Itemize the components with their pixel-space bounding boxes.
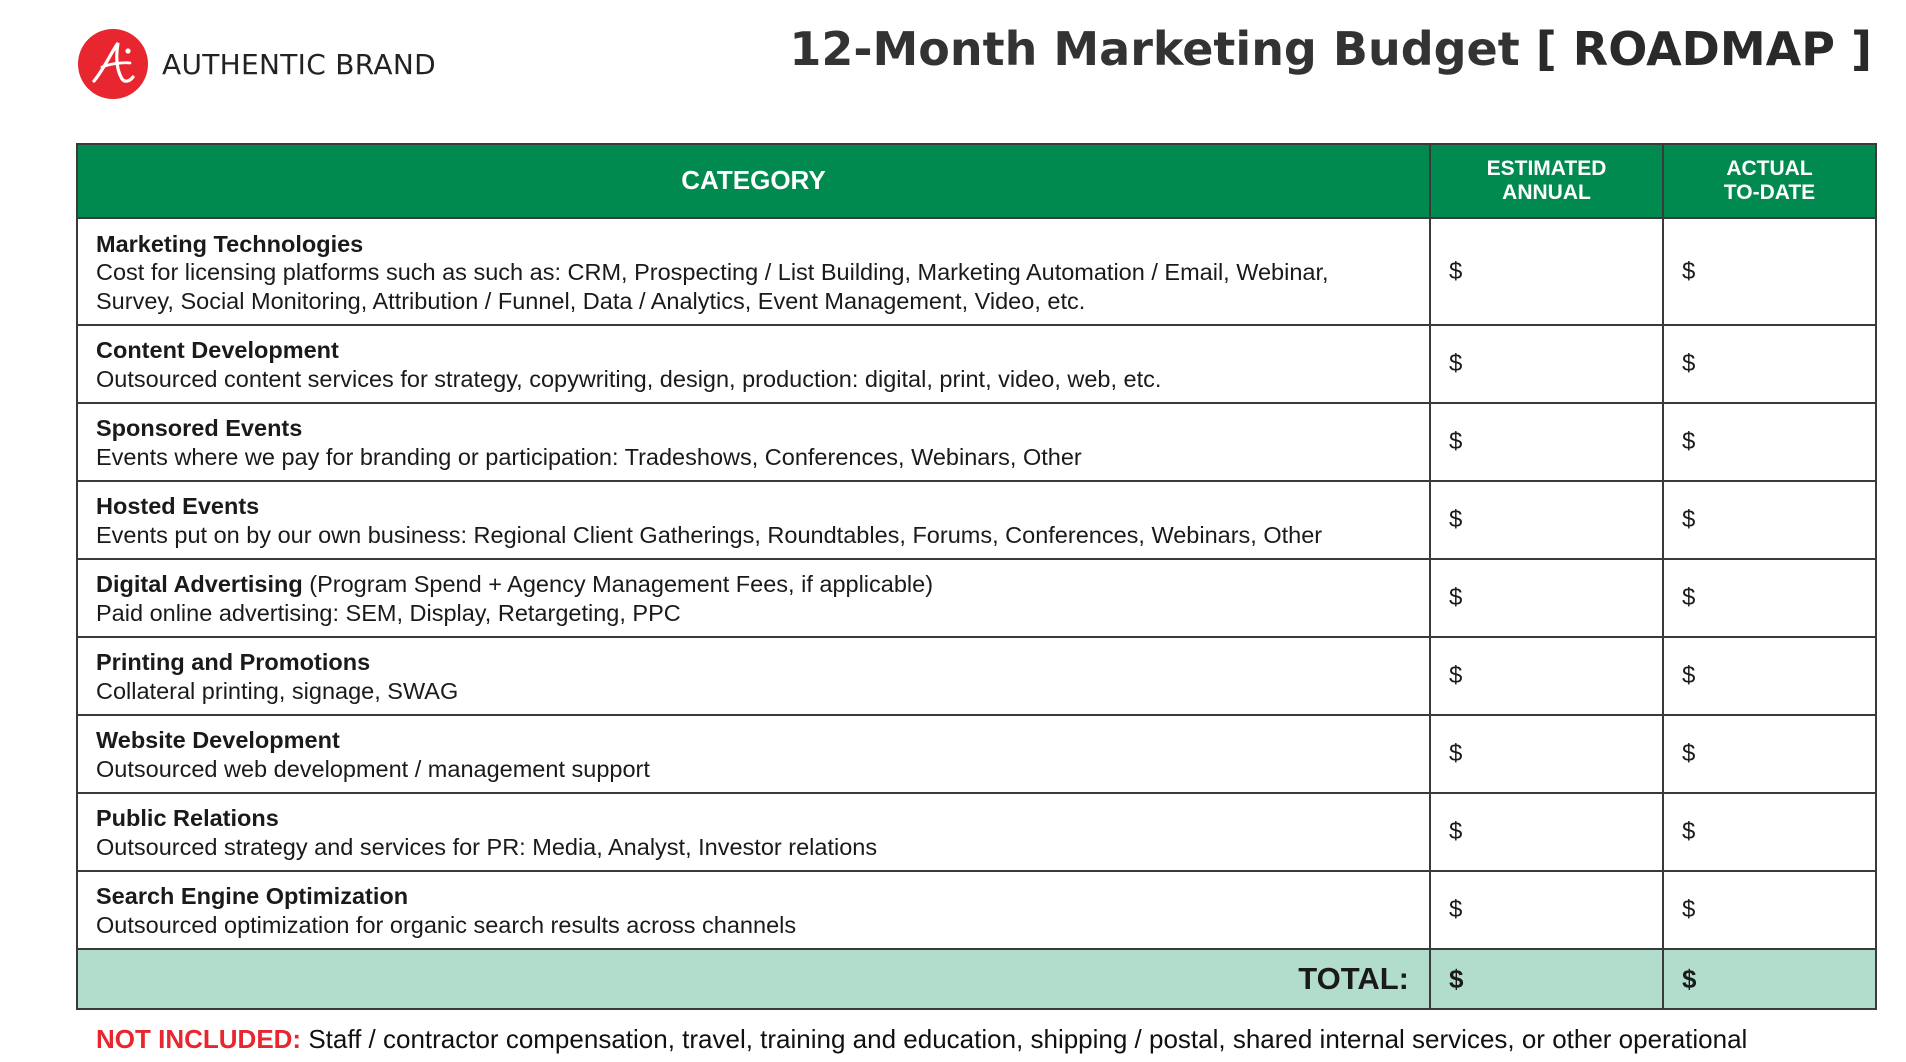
budget-table — [76, 143, 1877, 1010]
page-title-main: 12-Month Marketing Budget — [789, 22, 1536, 76]
header-estimated-line1: ESTIMATED — [1486, 156, 1607, 180]
total-actual-cell[interactable]: $ — [1663, 949, 1876, 1009]
category-title: Hosted Events — [96, 493, 260, 520]
budget-row-public-relations — [77, 793, 1876, 871]
category-cell — [77, 637, 1430, 715]
not-included-note — [96, 1024, 1747, 1055]
header-estimated-line2: ANNUAL — [1502, 181, 1591, 204]
budget-row-hosted-events — [77, 481, 1876, 559]
category-cell — [77, 715, 1430, 793]
not-included-text: Staff / contractor compensation, travel, training and education, shipping / postal, shared internal services, or other operational — [301, 1024, 1748, 1054]
estimated-annual-cell[interactable]: $ — [1430, 871, 1663, 949]
category-title: Website Development — [96, 727, 340, 754]
category-title: Search Engine Optimization — [96, 883, 409, 910]
brand-name: AUTHENTIC BRAND — [162, 47, 436, 81]
category-title-note: (Program Spend + Agency Management Fees, if applicable) — [302, 571, 934, 598]
category-description: Outsourced content services for strategy, copywriting, design, production: digital, print, video, web, etc. — [96, 366, 1162, 392]
category-cell — [77, 481, 1430, 559]
estimated-annual-cell[interactable]: $ — [1430, 559, 1663, 637]
category-cell — [77, 559, 1430, 637]
table-header-row — [77, 144, 1876, 218]
category-cell — [77, 871, 1430, 949]
actual-to-date-cell[interactable]: $ — [1663, 715, 1876, 793]
category-description: Outsourced optimization for organic search results across channels — [96, 912, 797, 938]
category-description: Paid online advertising: SEM, Display, Retargeting, PPC — [96, 600, 681, 626]
estimated-annual-cell[interactable]: $ — [1430, 481, 1663, 559]
category-cell — [77, 403, 1430, 481]
estimated-annual-cell[interactable]: $ — [1430, 715, 1663, 793]
budget-row-website-development — [77, 715, 1876, 793]
brand-header — [78, 28, 436, 100]
total-label: TOTAL: — [77, 949, 1430, 1009]
category-description: Events where we pay for branding or participation: Tradeshows, Conferences, Webinars, Other — [96, 444, 1082, 470]
category-description: Outsourced strategy and services for PR: Media, Analyst, Investor relations — [96, 834, 878, 860]
category-cell — [77, 325, 1430, 403]
actual-to-date-cell[interactable]: $ — [1663, 218, 1876, 325]
category-description: Events put on by our own business: Regional Client Gatherings, Roundtables, Forums, Conferences, Webinars, Other — [96, 522, 1323, 548]
estimated-annual-cell[interactable]: $ — [1430, 793, 1663, 871]
header-actual-to-date — [1663, 144, 1876, 218]
script-a-logo-icon — [78, 29, 148, 99]
estimated-annual-cell[interactable]: $ — [1430, 637, 1663, 715]
header-estimated-annual — [1430, 144, 1663, 218]
category-title: Digital Advertising — [96, 571, 303, 598]
actual-to-date-cell[interactable]: $ — [1663, 637, 1876, 715]
category-title: Public Relations — [96, 805, 279, 832]
actual-to-date-cell[interactable]: $ — [1663, 871, 1876, 949]
category-description: Outsourced web development / management support — [96, 756, 650, 782]
category-title: Marketing Technologies — [96, 230, 364, 257]
actual-to-date-cell[interactable]: $ — [1663, 481, 1876, 559]
page-title — [789, 22, 1872, 76]
page-title-roadmap: [ ROADMAP ] — [1535, 22, 1872, 76]
actual-to-date-cell[interactable]: $ — [1663, 403, 1876, 481]
estimated-annual-cell[interactable]: $ — [1430, 218, 1663, 325]
estimated-annual-cell[interactable]: $ — [1430, 325, 1663, 403]
category-cell — [77, 793, 1430, 871]
estimated-annual-cell[interactable]: $ — [1430, 403, 1663, 481]
header-actual-line2: TO-DATE — [1723, 181, 1816, 204]
header-actual-line1: ACTUAL — [1726, 156, 1813, 180]
category-cell — [77, 218, 1430, 325]
budget-row-sponsored-events — [77, 403, 1876, 481]
budget-row-digital-advertising — [77, 559, 1876, 637]
header-category: CATEGORY — [77, 144, 1430, 218]
actual-to-date-cell[interactable]: $ — [1663, 793, 1876, 871]
actual-to-date-cell[interactable]: $ — [1663, 559, 1876, 637]
category-title: Printing and Promotions — [96, 649, 371, 676]
budget-row-seo — [77, 871, 1876, 949]
total-estimated-cell[interactable]: $ — [1430, 949, 1663, 1009]
budget-row-printing-promotions — [77, 637, 1876, 715]
actual-to-date-cell[interactable]: $ — [1663, 325, 1876, 403]
total-row — [77, 949, 1876, 1009]
category-title: Sponsored Events — [96, 415, 303, 442]
category-description: Cost for licensing platforms such as such as: CRM, Prospecting / List Building, Marketing Automation / Email, Webinar, Survey, Social Monitoring, Attribution / Funnel, Data / Analytics, Event Management, Video, etc. — [96, 259, 1329, 314]
not-included-label: NOT INCLUDED: — [96, 1024, 302, 1054]
category-description: Collateral printing, signage, SWAG — [96, 678, 459, 704]
category-title: Content Development — [96, 337, 339, 364]
budget-row-marketing-technologies — [77, 218, 1876, 325]
budget-row-content-development — [77, 325, 1876, 403]
